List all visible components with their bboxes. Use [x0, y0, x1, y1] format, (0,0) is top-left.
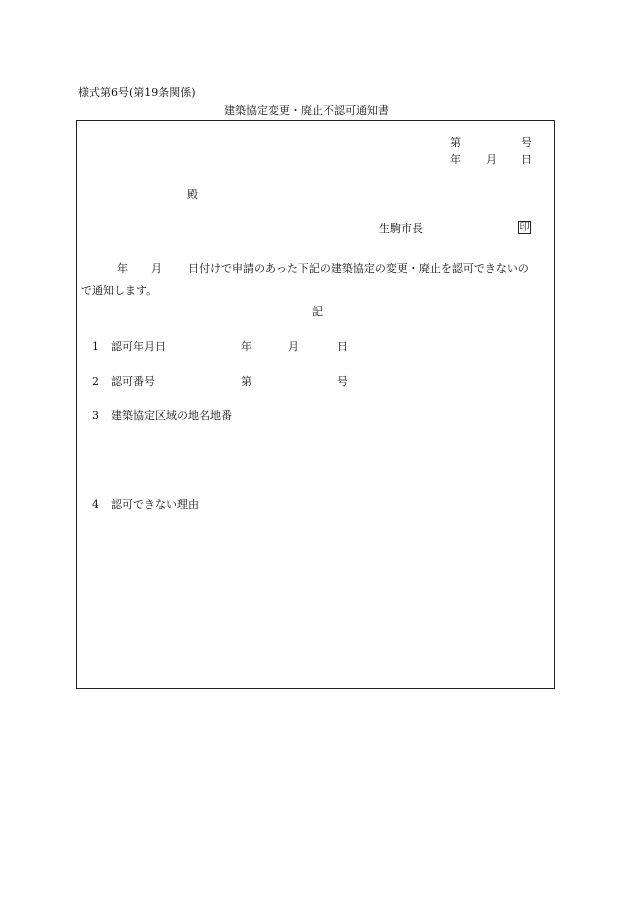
- item-4-label: 認可できない理由: [111, 498, 199, 511]
- item-1-day: 日: [337, 340, 348, 353]
- document-title: 建築協定変更・廃止不認可通知書: [224, 104, 389, 117]
- item-2-label: 認可番号: [111, 375, 155, 388]
- body-text-line1: 日付けで申請のあった下記の建築協定の変更・廃止を認可できないの: [188, 262, 529, 275]
- form-number: 様式第6号(第19条関係): [78, 86, 196, 99]
- doc-number-go: 号: [521, 136, 532, 149]
- item-3-number: 3: [92, 409, 99, 422]
- item-2-dai: 第: [241, 375, 252, 388]
- date-day: 日: [521, 153, 532, 166]
- date-year: 年: [450, 153, 461, 166]
- date-month: 月: [486, 153, 497, 166]
- issuer-name: 生駒市長: [379, 222, 423, 235]
- item-1-year: 年: [241, 340, 252, 353]
- addressee-honorific: 殿: [187, 188, 198, 201]
- item-3-label: 建築協定区域の地名地番: [111, 409, 232, 422]
- item-2-go: 号: [337, 375, 348, 388]
- body-year: 年: [117, 262, 128, 275]
- item-1-number: 1: [92, 340, 99, 353]
- ki-heading: 記: [312, 305, 323, 318]
- item-1-month: 月: [288, 340, 299, 353]
- item-4-number: 4: [92, 498, 99, 511]
- seal-mark: 印: [519, 222, 530, 233]
- item-2-number: 2: [92, 375, 99, 388]
- body-text-line2: で通知します。: [81, 284, 158, 297]
- body-month: 月: [151, 262, 162, 275]
- doc-number-dai: 第: [450, 136, 461, 149]
- form-frame: [76, 120, 555, 689]
- item-1-label: 認可年月日: [111, 340, 166, 353]
